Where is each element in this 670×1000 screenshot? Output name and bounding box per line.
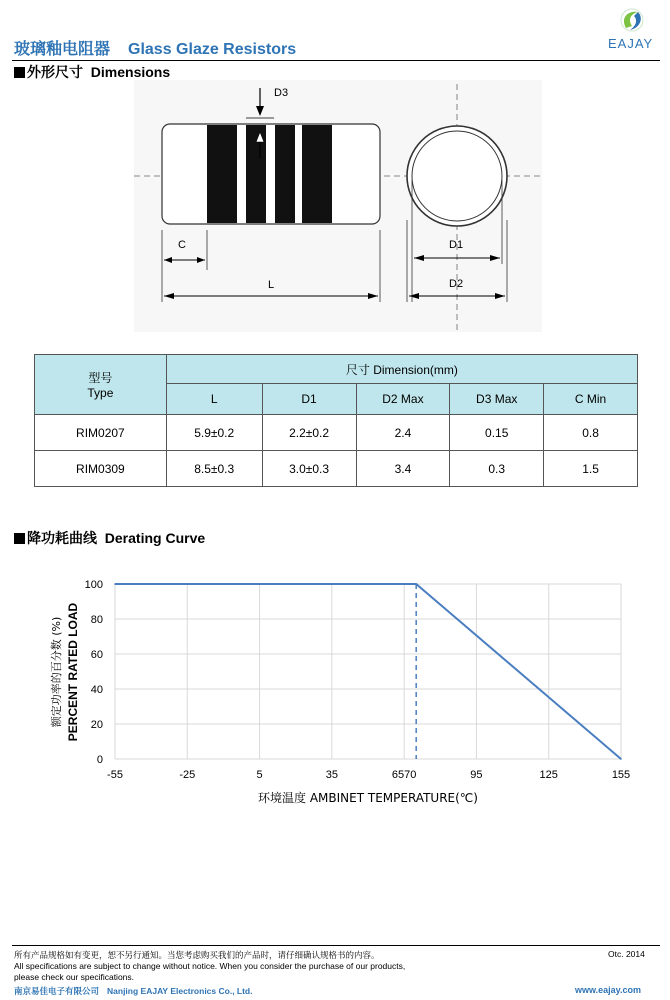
label-d3: D3: [274, 87, 289, 99]
title-en: Glass Glaze Resistors: [128, 41, 297, 58]
color-band: [275, 125, 295, 223]
column-header: D2 Max: [356, 384, 450, 415]
derating-heading-cn: 降功耗曲线: [27, 530, 97, 546]
derating-heading-en: Derating Curve: [104, 530, 206, 546]
series-line: [115, 584, 621, 759]
column-header: C Min: [544, 384, 638, 415]
y-tick-label: 40: [90, 684, 103, 696]
label-d1: D1: [449, 239, 464, 251]
derating-chart: [0, 560, 670, 810]
title-cn: 玻璃釉电阻器: [14, 41, 111, 58]
column-header: D1: [262, 384, 356, 415]
table-row: [35, 451, 638, 487]
table-cell: 1.5: [544, 451, 638, 487]
x-tick-label: -25: [179, 769, 196, 781]
y-axis-label-cn: 额定功率的百分数 (%): [50, 616, 63, 728]
footer-notice-en-1: All specifications are subject to change without notice. When you consider the purchase of our products,: [14, 961, 406, 971]
label-c: C: [178, 239, 186, 251]
data-point: [415, 583, 417, 585]
column-header: D3 Max: [450, 384, 544, 415]
derating-heading: [14, 528, 205, 548]
table-cell: 8.5±0.3: [166, 451, 262, 487]
footer-company: [14, 985, 253, 997]
company-name-cn: 南京易佳电子有限公司: [14, 986, 100, 996]
x-tick-label: 125: [539, 769, 558, 781]
header-divider: [12, 60, 660, 61]
logo-text: EAJAY: [608, 36, 654, 51]
x-axis-label: 环境温度 AMBINET TEMPERATURE(℃): [258, 791, 478, 805]
series-layer: [114, 583, 622, 760]
table-cell: 0.8: [544, 415, 638, 451]
footer-notice-cn: 所有产品规格如有变更，恕不另行通知。当您考虑购买我们的产品时，请仔细确认规格书的内容。: [14, 950, 380, 960]
dimension-drawing: [134, 80, 542, 332]
label-l: L: [268, 279, 275, 291]
bullet-square-icon: [14, 533, 25, 544]
page-title: [14, 36, 296, 59]
y-tick-label: 100: [84, 579, 103, 591]
footer-website-link[interactable]: www.eajay.com: [575, 985, 642, 995]
bullet-square-icon: [14, 67, 25, 78]
x-tick-label: -55: [107, 769, 123, 781]
end-view-outer: [407, 126, 507, 226]
type-header-en: Type: [87, 386, 114, 400]
type-header: [35, 355, 167, 415]
type-header-cn: 型号: [88, 371, 113, 385]
y-tick-label: 20: [90, 719, 103, 731]
dimensions-heading: [14, 62, 170, 82]
dimension-header: 尺寸 Dimension(mm): [166, 355, 637, 384]
x-tick-label: 95: [470, 769, 483, 781]
y-axis-label-en: PERCENT RATED LOAD: [66, 602, 80, 742]
label-d2: D2: [449, 278, 464, 290]
y-tick-label: 0: [96, 754, 103, 766]
footer-divider: [12, 945, 660, 946]
table-cell: 0.15: [450, 415, 544, 451]
color-band: [302, 125, 332, 223]
table-cell: 3.4: [356, 451, 450, 487]
x-tick-label: 35: [325, 769, 338, 781]
table-cell: 0.3: [450, 451, 544, 487]
resistor-body: [162, 124, 380, 224]
color-band: [207, 125, 237, 223]
column-header: L: [166, 384, 262, 415]
dimensions-heading-en: Dimensions: [90, 64, 171, 80]
table-cell: 3.0±0.3: [262, 451, 356, 487]
footer-date: Otc. 2014: [608, 949, 645, 959]
x-tick-label: 6570: [391, 769, 417, 781]
dimensions-table: [34, 354, 638, 487]
data-point: [114, 583, 116, 585]
company-name-en: Nanjing EAJAY Electronics Co., Ltd.: [107, 986, 253, 996]
table-cell: RIM0207: [35, 415, 167, 451]
footer-notice-en-2: please check our specifications.: [14, 972, 135, 982]
table-cell: 2.4: [356, 415, 450, 451]
chart-grid: [115, 584, 621, 759]
table-cell: RIM0309: [35, 451, 167, 487]
x-tick-label: 5: [256, 769, 263, 781]
y-tick-label: 60: [90, 649, 103, 661]
x-tick-label: 155: [611, 769, 631, 781]
data-point: [620, 758, 622, 760]
table-cell: 2.2±0.2: [262, 415, 356, 451]
table-row: [35, 415, 638, 451]
table-cell: 5.9±0.2: [166, 415, 262, 451]
y-tick-label: 80: [90, 614, 103, 626]
dimensions-heading-cn: 外形尺寸: [27, 64, 83, 80]
